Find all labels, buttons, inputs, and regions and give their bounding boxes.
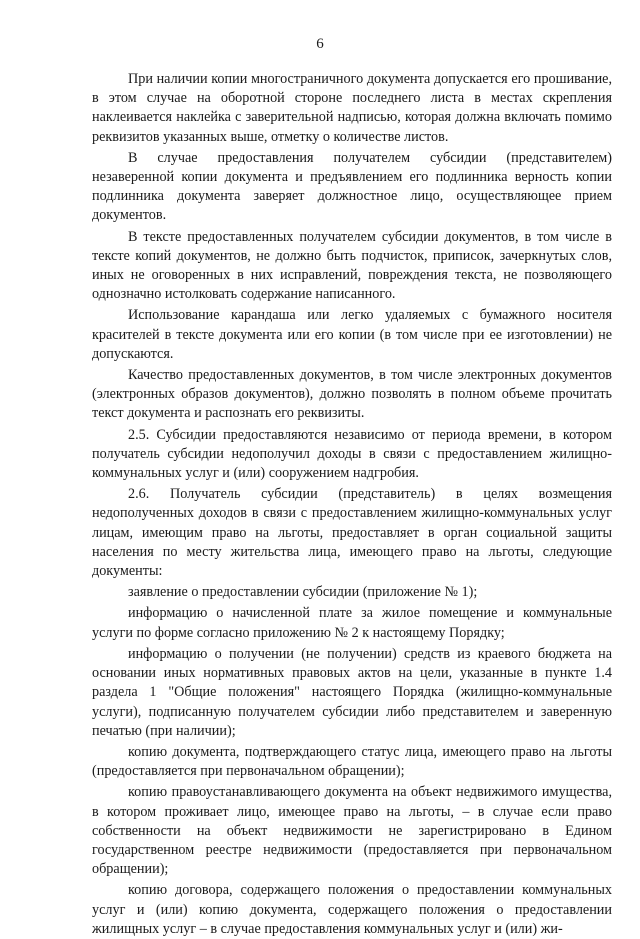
list-item-application: заявление о предоставлении субсидии (приложение № 1);	[128, 584, 478, 601]
paragraph-2-6: 2.6. Получатель субсидии (представитель) в целях возмещения недополученных доходов в связи с предоставлением жилищно-коммунальных услуг лицам, имеющим право на льготы, предоставляет в орган социальной защиты населения по месту жительства лица, имеющего право на льготы, следующие документы:	[92, 486, 612, 580]
list-item-ownership-copy: копию правоустанавливающего документа на объект недвижимого имущества, в котором проживает лицо, имеющее право на льготы, – в случае если право собственности на объект недвижимости не зарегистрировано в Едином государственном реестре недвижимости (предоставляется при первоначальном обращении);	[92, 784, 612, 878]
paragraph-2-5: 2.5. Субсидии предоставляются независимо от периода времени, в котором получатель субсидии недополучил доходы в связи с предоставлением жилищно-коммунальных услуг и (или) сооружением надгробия.	[92, 426, 612, 482]
list-item-contract-copy: копию договора, содержащего положения о предоставлении коммунальных услуг и (или) копию документа, содержащего положения о предоставлении жилищных услуг – в случае предоставления коммунальных услуг и (или) жи-	[92, 882, 612, 937]
paragraph-document-quality: Качество предоставленных документов, в том числе электронных документов (электронных образов документов), должно позволять в полном объеме прочитать текст документа и распознать его реквизиты.	[92, 367, 612, 422]
document-body	[92, 70, 612, 939]
list-item-funds-info: информацию о получении (не получении) средств из краевого бюджета на основании иных нормативных правовых актов на цели, указанные в пункте 1.4 раздела 1 "Общие положения" настоящего Порядка (жилищно-коммунальные услуги), подписанную получателем субсидии либо представителем и заверенную печатью (при наличии);	[92, 645, 612, 739]
paragraph-unverified-copy: В случае предоставления получателем субсидии (представителем) незаверенной копии документа и предъявлением его подлинника верность копии подлинника документа заверяет должностное лицо, осуществляющее прием документов.	[92, 149, 612, 224]
paragraph-copy-binding: При наличии копии многостраничного документа допускается его прошивание, в этом случае на оборотной стороне последнего листа в местах скрепления наклеивается наклейка с заверительной надписью, которая должна включать помимо реквизитов указанных выше, отметку о количестве листов.	[92, 71, 612, 145]
list-item-charges-info: информацию о начисленной плате за жилое помещение и коммунальные услуги по форме согласно приложению № 2 к настоящему Порядку;	[92, 605, 612, 641]
page-number: 6	[316, 36, 324, 52]
paragraph-no-pencil: Использование карандаша или легко удаляемых с бумажного носителя красителей в тексте документа или его копии (в том числе при ее изготовлении) не допускаются.	[92, 307, 612, 362]
list-item-status-copy: копию документа, подтверждающего статус лица, имеющего право на льготы (предоставляется при первоначальном обращении);	[92, 743, 612, 780]
paragraph-no-corrections: В тексте предоставленных получателем субсидии документов, в том числе в тексте копий документов, не должно быть подчисток, приписок, зачеркнутых слов, иных не оговоренных в них исправлений, повреждения текста, не позволяющего однозначно истолковать содержание написанного.	[92, 228, 612, 303]
